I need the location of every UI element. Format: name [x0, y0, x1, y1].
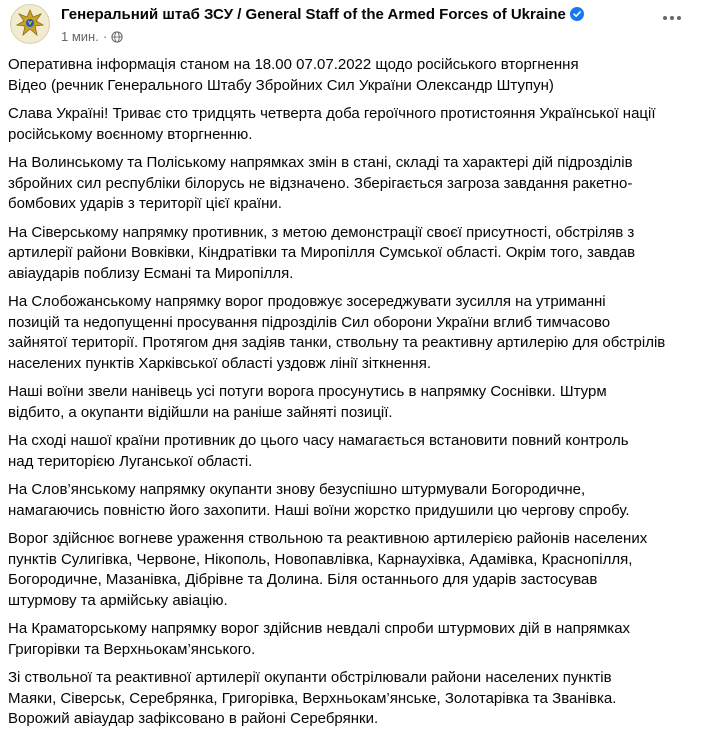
post-paragraph: Слава Україні! Триває сто тридцять четверта доба героїчного протистояння Української нації російському воєнному вторгненню.	[8, 105, 656, 143]
armed-forces-emblem-icon	[15, 8, 45, 40]
post-paragraph: На Слов’янському напрямку окупанти знову безуспішно штурмували Богородичне, намагаючись повністю його захопити. Наші воїни жорстко придушили цю чергову спробу.	[8, 481, 630, 519]
page-avatar[interactable]	[10, 4, 50, 44]
globe-icon[interactable]	[111, 31, 123, 43]
post-paragraph: На Волинському та Поліському напрямках змін в стані, складі та характері дій підрозділів збройних сил республіки білорусь не відзначено. Зберігається загроза завдання ракетно- бомбових ударів з території цієї країни.	[8, 154, 633, 212]
post-paragraph: На Слобожанському напрямку ворог продовжує зосереджувати зусилля на утриманні позицій та недопущенні просування підрозділів Сил оборони України вглиб тимчасово зайнятої території. Протягом дня задіяв танки, ствольну та реактивну артилерію для обстрілів населених пунктів Харківської області уздовж лінії зіткнення.	[8, 293, 666, 372]
post-paragraph: Наші воїни звели нанівець усі потуги ворога просунутись в напрямку Соснівки. Штурм відбито, а окупанти відійшли на раніше зайняті позиції.	[8, 383, 607, 421]
post-paragraph: На Сіверському напрямку противник, з метою демонстрації своєї присутності, обстріляв з артилерії райони Вовківки, Кіндратівки та Миропілля Сумської області. Окрім того, завдав авіаударів поблизу Есмані та Миропілля.	[8, 223, 636, 282]
meta-separator: ·	[102, 29, 108, 44]
post-paragraph: Зі ствольної та реактивної артилерії окупанти обстрілювали райони населених пунктів Маяки, Сіверськ, Серебрянка, Григорівка, Верхньокам’янське, Золотарівка та Званівка. Ворожий авіаудар зафіксовано в районі Серебрянки.	[8, 669, 617, 727]
post-header	[0, 0, 704, 52]
post-paragraph: Ворог здійснює вогневе ураження ствольною та реактивною артилерією районів населених пунктів Сулигівка, Червоне, Нікополь, Новопавлівка, Карнаухівка, Адамівка, Краснопілля, Богородичне, Мазанівка, Дібрівне та Долина. Біля останнього для ударів застосував штурмову та армійську авіацію.	[8, 530, 648, 609]
more-horizontal-icon	[662, 15, 682, 21]
page-name[interactable]	[61, 6, 584, 23]
post-paragraph: На сході нашої країни противник до цього часу намагається встановити повний контроль над територією Луганської області.	[8, 432, 629, 470]
verified-badge-icon	[570, 7, 584, 21]
post-body	[8, 55, 694, 738]
post-paragraph: На Краматорському напрямку ворог здійснив невдалі спроби штурмових дій в напрямках Григорівки та Верхньокам’янського.	[8, 620, 631, 658]
post-timestamp[interactable]: 1 мин.	[61, 29, 99, 44]
post-meta	[61, 29, 123, 44]
page-name-text[interactable]: Генеральний штаб ЗСУ / General Staff of the Armed Forces of Ukraine	[61, 6, 566, 23]
more-options-button[interactable]	[654, 6, 690, 30]
post-paragraph: Оперативна інформація станом на 18.00 07.07.2022 щодо російського вторгнення Відео (речник Генерального Штабу Збройних Сил України Олександр Штупун)	[8, 56, 579, 94]
